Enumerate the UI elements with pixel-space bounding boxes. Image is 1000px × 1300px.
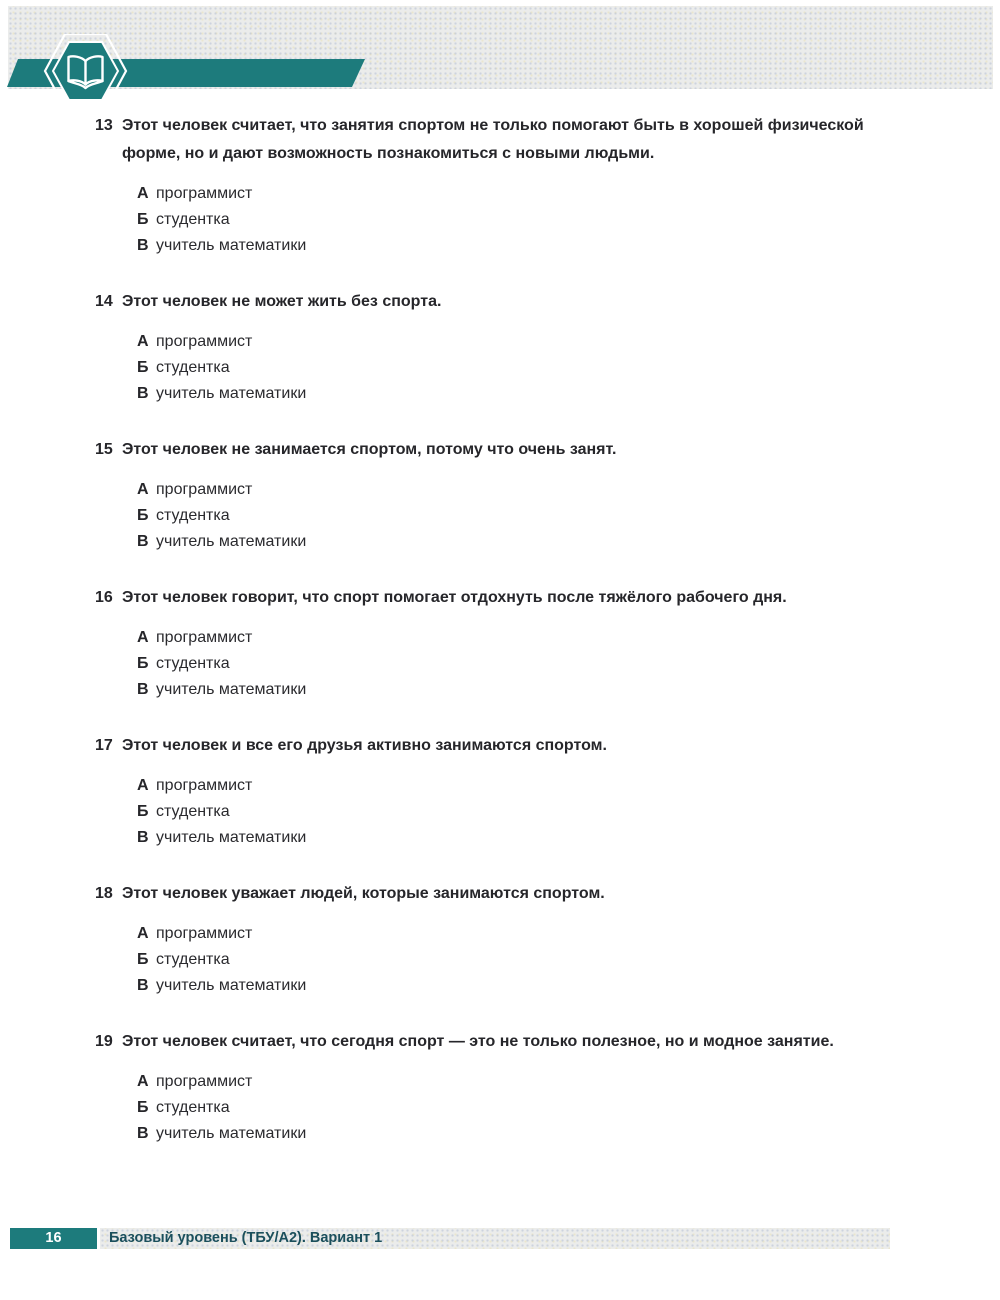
- option-text: учитель математики: [156, 977, 307, 994]
- answer-option-a: [137, 181, 901, 207]
- answer-option-b: [137, 207, 901, 233]
- question-number: 16: [95, 589, 113, 606]
- answer-option-a: [137, 773, 901, 799]
- answer-option-a: [137, 625, 901, 651]
- option-text: учитель математики: [156, 829, 307, 846]
- question-text: Этот человек считает, что сегодня спорт — это не только полезное, но и модное занятие.: [122, 1033, 834, 1050]
- option-text: учитель математики: [156, 681, 307, 698]
- option-letter: Б: [137, 951, 149, 968]
- answer-option-a: [137, 477, 901, 503]
- option-text: учитель математики: [156, 237, 307, 254]
- answer-options: [137, 1069, 901, 1147]
- answer-option-b: [137, 651, 901, 677]
- option-letter: А: [137, 481, 149, 498]
- option-letter: В: [137, 977, 149, 994]
- answer-option-b: [137, 355, 901, 381]
- question-item-19: [95, 1028, 901, 1147]
- answer-option-b: [137, 947, 901, 973]
- footer-caption: Базовый уровень (ТБУ/А2). Вариант 1: [109, 1230, 383, 1246]
- option-letter: В: [137, 533, 149, 550]
- option-letter: В: [137, 1125, 149, 1142]
- option-text: программист: [156, 333, 253, 350]
- option-letter: Б: [137, 803, 149, 820]
- question-number: 19: [95, 1033, 113, 1050]
- option-text: студентка: [156, 211, 230, 228]
- question-item-14: [95, 288, 901, 407]
- question-item-15: [95, 436, 901, 555]
- option-letter: А: [137, 925, 149, 942]
- option-letter: Б: [137, 1099, 149, 1116]
- answer-option-b: [137, 503, 901, 529]
- option-letter: Б: [137, 655, 149, 672]
- answer-option-a: [137, 329, 901, 355]
- question-item-18: [95, 880, 901, 999]
- answer-option-b: [137, 1095, 901, 1121]
- option-text: студентка: [156, 951, 230, 968]
- open-book-icon: [38, 34, 134, 116]
- answer-option-v: [137, 1121, 901, 1147]
- answer-option-v: [137, 529, 901, 555]
- answer-option-b: [137, 799, 901, 825]
- answer-options: [137, 477, 901, 555]
- option-text: студентка: [156, 507, 230, 524]
- answer-option-v: [137, 677, 901, 703]
- option-text: учитель математики: [156, 385, 307, 402]
- answer-option-a: [137, 1069, 901, 1095]
- option-letter: Б: [137, 507, 149, 524]
- option-letter: А: [137, 629, 149, 646]
- option-text: программист: [156, 185, 253, 202]
- option-letter: А: [137, 333, 149, 350]
- question-number: 18: [95, 885, 113, 902]
- question-item-16: [95, 584, 901, 703]
- answer-option-v: [137, 825, 901, 851]
- option-letter: А: [137, 777, 149, 794]
- question-text: Этот человек уважает людей, которые занимаются спортом.: [122, 885, 605, 902]
- option-text: программист: [156, 629, 253, 646]
- option-letter: В: [137, 237, 149, 254]
- question-number: 15: [95, 441, 113, 458]
- answer-options: [137, 921, 901, 999]
- question-text: Этот человек считает, что занятия спортом не только помогают быть в хорошей физической форме, но и дают возможность познакомиться с новыми людьми.: [122, 117, 864, 162]
- question-number: 17: [95, 737, 113, 754]
- question-item-17: [95, 732, 901, 851]
- footer-bar: [100, 1228, 890, 1249]
- answer-option-v: [137, 973, 901, 999]
- answer-option-a: [137, 921, 901, 947]
- answer-option-v: [137, 233, 901, 259]
- option-text: студентка: [156, 1099, 230, 1116]
- answer-option-v: [137, 381, 901, 407]
- question-text: Этот человек говорит, что спорт помогает отдохнуть после тяжёлого рабочего дня.: [122, 589, 787, 606]
- option-letter: А: [137, 1073, 149, 1090]
- question-text: Этот человек и все его друзья активно занимаются спортом.: [122, 737, 607, 754]
- option-letter: В: [137, 385, 149, 402]
- answer-options: [137, 181, 901, 259]
- option-text: программист: [156, 777, 253, 794]
- option-text: программист: [156, 481, 253, 498]
- questions-list: [95, 112, 901, 1176]
- question-text: Этот человек не может жить без спорта.: [122, 293, 442, 310]
- question-number: 14: [95, 293, 113, 310]
- option-text: студентка: [156, 803, 230, 820]
- page-number: 16: [10, 1228, 97, 1249]
- option-text: студентка: [156, 655, 230, 672]
- option-text: учитель математики: [156, 1125, 307, 1142]
- answer-options: [137, 773, 901, 851]
- option-text: программист: [156, 1073, 253, 1090]
- option-text: программист: [156, 925, 253, 942]
- question-text: Этот человек не занимается спортом, потому что очень занят.: [122, 441, 617, 458]
- question-item-13: [95, 112, 901, 259]
- option-text: студентка: [156, 359, 230, 376]
- answer-options: [137, 625, 901, 703]
- answer-options: [137, 329, 901, 407]
- option-text: учитель математики: [156, 533, 307, 550]
- option-letter: Б: [137, 211, 149, 228]
- question-number: 13: [95, 117, 113, 134]
- option-letter: В: [137, 681, 149, 698]
- option-letter: А: [137, 185, 149, 202]
- option-letter: В: [137, 829, 149, 846]
- option-letter: Б: [137, 359, 149, 376]
